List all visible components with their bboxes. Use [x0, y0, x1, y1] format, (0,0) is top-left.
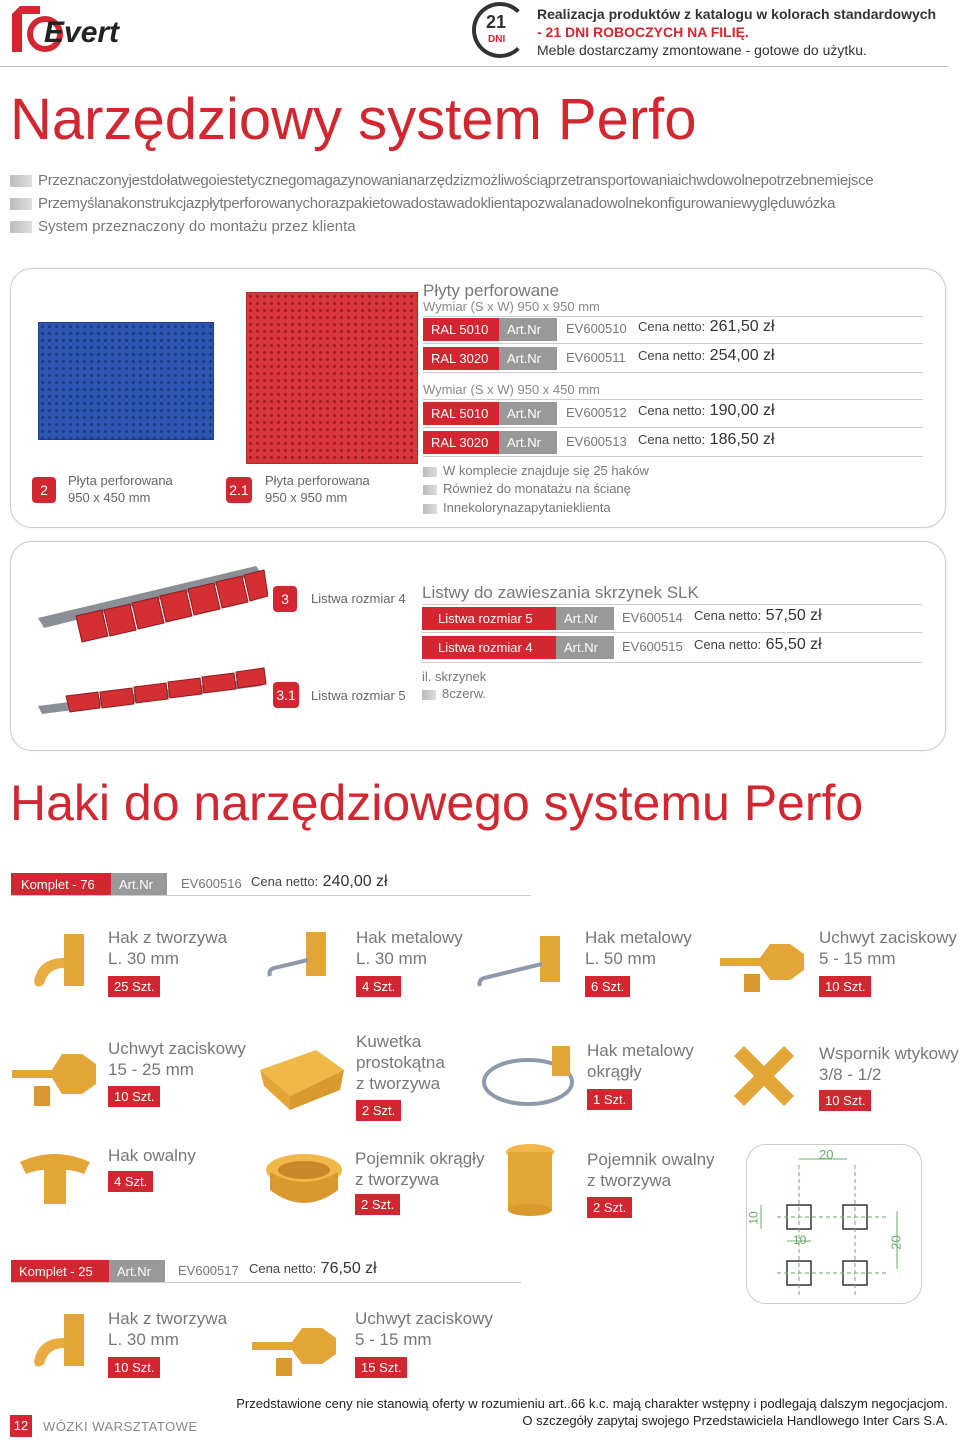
ral-5010-tag: RAL 5010 — [423, 402, 499, 425]
price: Cena netto: 190,00 zł — [638, 402, 775, 419]
plates-note-1: W komplecie znajduje się 25 haków — [423, 463, 649, 478]
strip-size5-tag: Listwa rozmiar 5 — [422, 607, 556, 630]
quantity-badge: 25 Szt. — [108, 976, 160, 997]
21-days-badge — [472, 2, 528, 58]
item-subtitle: 5 - 15 mm — [819, 949, 896, 968]
article-code: EV600511 — [566, 350, 626, 365]
ral-3020-tag: RAL 3020 — [423, 347, 499, 370]
footer-disclaimer-1: Przedstawione ceny nie stanowią oferty w rozumieniu art..66 k.c. mają charakter wstępny i podlegają dalszym negocjacjom. — [236, 1396, 948, 1411]
item-subtitle: L. 30 mm — [108, 1330, 179, 1349]
logo-text: Evert — [44, 16, 120, 49]
rectangular-tray-image — [256, 1046, 346, 1112]
strip-size5-label: Listwa rozmiar 5 — [311, 688, 406, 703]
blue-perforated-plate-image — [38, 322, 214, 440]
item-subtitle: z tworzywa — [355, 1170, 440, 1189]
plate-21-label-2: 950 x 950 mm — [265, 490, 348, 505]
round-metal-hook-image — [478, 1040, 578, 1110]
quantity-badge: 2 Szt. — [587, 1197, 632, 1218]
ral-5010-tag: RAL 5010 — [423, 318, 499, 341]
divider — [423, 427, 923, 428]
article-code: EV600514 — [622, 610, 683, 625]
plastic-hook-image — [24, 928, 96, 998]
oval-container-image — [500, 1140, 560, 1220]
item-subtitle: 15 - 25 mm — [108, 1060, 194, 1079]
intro-bullet-1: Przeznaczonyjestdołatwegoiestetycznegomagazynowanianarzędzizmożliwościąprzetransportowaniaichwdowolnepotrzebnemiejsce — [10, 172, 873, 189]
footer-disclaimer-2: O szczegóły zapytaj swojego Przedstawiciela Handlowego Inter Cars S.A. — [522, 1413, 948, 1428]
item-subtitle: L. 30 mm — [356, 949, 427, 968]
set-76-tag: Komplet - 76 — [11, 873, 111, 896]
strips-heading: Listwy do zawieszania skrzynek SLK — [422, 583, 699, 602]
quantity-badge: 2 Szt. — [356, 1100, 401, 1121]
ral-3020-tag: RAL 3020 — [423, 431, 499, 454]
plate-2-label-2: 950 x 450 mm — [68, 490, 151, 505]
item-title: Hak owalny — [108, 1146, 196, 1165]
article-code: EV600512 — [566, 405, 627, 420]
plates-note-3: Innekolorynazapytanieklienta — [423, 500, 611, 515]
intro-bullet-2: Przemyślanakonstrukcjazpłytperforowanychorazpakietowadostawadoklientapozwalanadowolnekonfigurowaniewyględuwózka — [10, 195, 835, 212]
quantity-badge: 4 Szt. — [356, 976, 401, 997]
set-76-code: EV600516 — [181, 876, 242, 891]
article-code: EV600510 — [566, 321, 627, 336]
item-title: Hak metalowy — [587, 1041, 694, 1060]
item-number-2: 2 — [32, 477, 56, 503]
quantity-badge: 2 Szt. — [355, 1194, 400, 1215]
plate-2-label-1: Płyta perforowana — [68, 473, 173, 488]
item-number-3: 3 — [273, 586, 297, 612]
quantity-badge: 4 Szt. — [108, 1171, 153, 1192]
bin-strip-size4-image — [36, 558, 268, 658]
divider — [422, 662, 922, 663]
set-25-price: Cena netto: 76,50 zł — [249, 1260, 377, 1277]
hole-spacing-diagram-icon — [747, 1145, 923, 1305]
quantity-badge: 1 Szt. — [587, 1089, 632, 1110]
price: Cena netto: 186,50 zł — [638, 431, 775, 448]
strips-note-value: 8czerw. — [422, 686, 486, 701]
article-code: EV600513 — [566, 434, 627, 449]
art-nr-tag: Art.Nr — [111, 873, 167, 896]
clamp-holder-image — [246, 1312, 342, 1382]
badge-unit: DNI — [488, 34, 506, 45]
quantity-badge: 10 Szt. — [108, 1086, 160, 1107]
clamp-holder-15-25-image — [6, 1040, 102, 1110]
plates-heading: Płyty perforowane — [423, 281, 560, 300]
set-25-code: EV600517 — [178, 1263, 239, 1278]
item-title: Uchwyt zaciskowy — [819, 928, 957, 947]
header-divider — [0, 66, 948, 67]
price: Cena netto: 254,00 zł — [638, 347, 775, 364]
quantity-badge: 6 Szt. — [585, 976, 630, 997]
page-number: 12 — [10, 1415, 32, 1437]
page-title: Narzędziowy system Perfo — [10, 87, 697, 152]
item-title: Uchwyt zaciskowy — [355, 1309, 493, 1328]
quantity-badge: 10 Szt. — [819, 976, 871, 997]
item-title: Hak z tworzywa — [108, 1309, 228, 1328]
item-subtitle-2: z tworzywa — [356, 1074, 441, 1093]
dimension-label: 10 — [793, 1233, 807, 1247]
plate-21-label-1: Płyta perforowana — [265, 473, 370, 488]
plates-dim-450: Wymiar (S x W) 950 x 450 mm — [423, 382, 600, 397]
plastic-hook-image — [24, 1308, 96, 1378]
art-nr-tag: Art.Nr — [499, 347, 557, 370]
plates-dim-950: Wymiar (S x W) 950 x 950 mm — [423, 299, 600, 314]
quantity-badge: 10 Szt. — [108, 1357, 160, 1378]
quantity-badge: 15 Szt. — [355, 1357, 407, 1378]
plates-note-2: Również do monatażu na ścianę — [423, 481, 631, 496]
header-line3: Meble dostarczamy zmontowane - gotowe do użytku. — [537, 42, 867, 58]
hooks-section-title: Haki do narzędziowego systemu Perfo — [10, 775, 864, 831]
item-title: Kuwetka — [356, 1032, 422, 1051]
header-line1: Realizacja produktów z katalogu w kolorach standardowych — [537, 6, 937, 22]
item-number-3-1: 3.1 — [273, 682, 299, 708]
item-title: Hak z tworzywa — [108, 928, 228, 947]
item-title: Hak metalowy — [356, 928, 463, 947]
dimension-label: 20 — [819, 1147, 834, 1162]
strips-note-label: il. skrzynek — [422, 669, 487, 684]
divider — [423, 316, 923, 317]
item-subtitle: prostokątna — [356, 1053, 445, 1072]
art-nr-tag: Art.Nr — [499, 402, 557, 425]
item-title: Hak metalowy — [585, 928, 692, 947]
item-title: Wspornik wtykowy — [819, 1044, 959, 1063]
item-subtitle: z tworzywa — [587, 1171, 672, 1190]
bin-strip-size5-image — [36, 660, 268, 720]
article-code: EV600515 — [622, 639, 683, 654]
set-76-price: Cena netto: 240,00 zł — [251, 873, 388, 890]
set-25-tag: Komplet - 25 — [11, 1260, 109, 1283]
divider — [423, 372, 923, 373]
red-perforated-plate-image — [246, 292, 418, 464]
evert-logo — [10, 4, 120, 60]
price: Cena netto: 261,50 zł — [638, 318, 775, 335]
dimension-label: 10 — [746, 1211, 761, 1225]
item-title: Pojemnik owalny — [587, 1150, 715, 1169]
art-nr-tag: Art.Nr — [556, 636, 614, 659]
strip-size4-tag: Listwa rozmiar 4 — [422, 636, 556, 659]
dimension-label: 20 — [888, 1235, 904, 1250]
strip-size4-label: Listwa rozmiar 4 — [311, 591, 406, 606]
header-line2: - 21 DNI ROBOCZYCH NA FILIĘ. — [537, 24, 749, 40]
item-title: Pojemnik okrągły — [355, 1149, 485, 1168]
divider — [423, 343, 923, 344]
item-subtitle: 3/8 - 1/2 — [819, 1065, 882, 1084]
plug-in-bracket-image — [734, 1036, 804, 1112]
price: Cena netto: 57,50 zł — [694, 607, 822, 624]
divider — [422, 632, 922, 633]
quantity-badge: 10 Szt. — [819, 1090, 871, 1111]
art-nr-tag: Art.Nr — [109, 1260, 165, 1283]
divider — [423, 399, 923, 400]
item-title: Uchwyt zaciskowy — [108, 1039, 246, 1058]
item-subtitle: okrągły — [587, 1062, 642, 1081]
perforation-diagram — [746, 1144, 922, 1304]
divider — [11, 1282, 521, 1283]
round-container-image — [262, 1148, 348, 1218]
oval-hook-image — [12, 1142, 98, 1212]
item-subtitle: L. 30 mm — [108, 949, 179, 968]
price: Cena netto: 65,50 zł — [694, 636, 822, 653]
badge-number: 21 — [486, 12, 507, 32]
metal-hook-30-image — [266, 924, 346, 994]
item-subtitle: L. 50 mm — [585, 949, 656, 968]
footer-section-name: WÓZKI WARSZTATOWE — [43, 1419, 198, 1434]
art-nr-tag: Art.Nr — [556, 607, 614, 630]
divider — [423, 456, 923, 457]
art-nr-tag: Art.Nr — [499, 318, 557, 341]
item-subtitle: 5 - 15 mm — [355, 1330, 432, 1349]
clamp-holder-5-15-image — [714, 928, 810, 998]
art-nr-tag: Art.Nr — [499, 431, 557, 454]
item-number-2-1: 2.1 — [226, 477, 252, 503]
divider — [11, 895, 531, 896]
metal-hook-50-image — [474, 928, 574, 998]
divider — [422, 604, 922, 605]
intro-bullet-3: System przeznaczony do montażu przez klienta — [10, 218, 356, 235]
